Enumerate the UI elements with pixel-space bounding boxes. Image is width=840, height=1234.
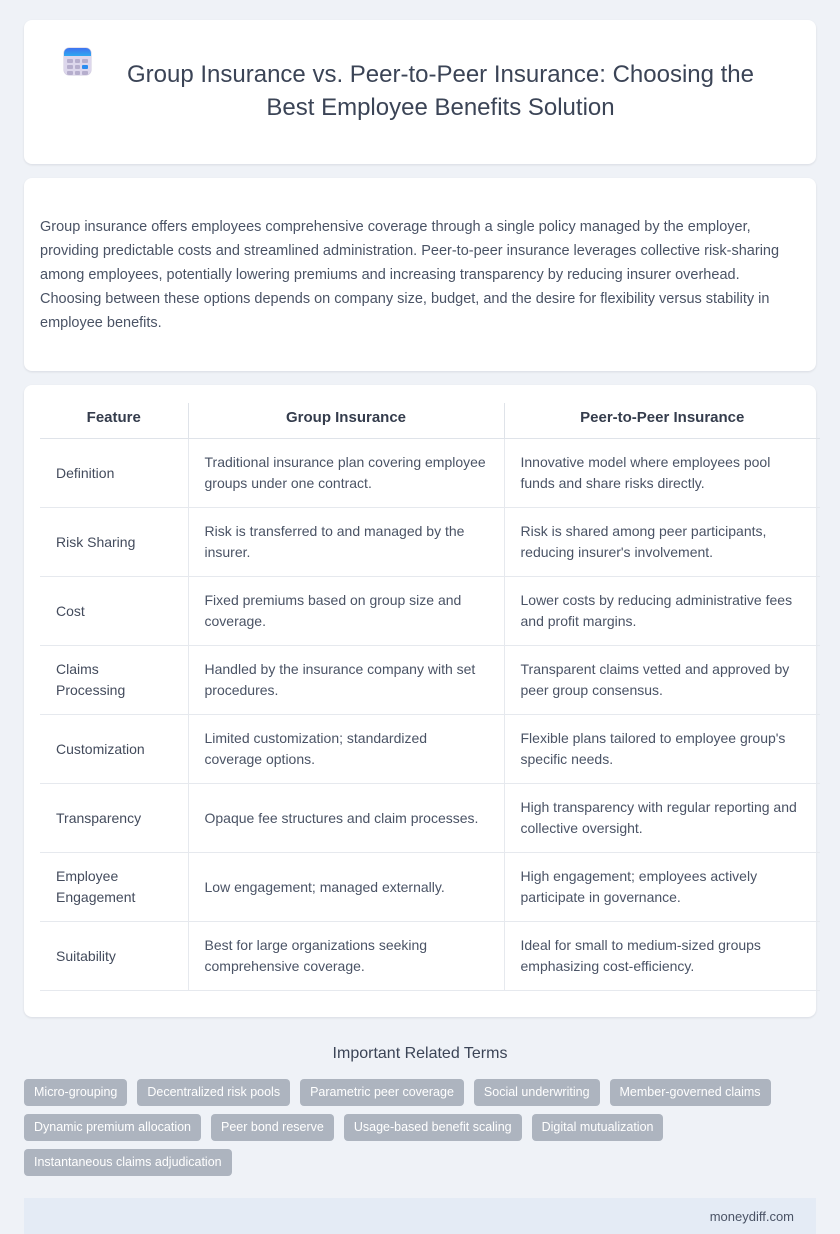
table-cell-group-insurance: Traditional insurance plan covering employee groups under one contract. (188, 439, 504, 508)
table-header-row (40, 403, 820, 439)
table-cell-group-insurance: Low engagement; managed externally. (188, 853, 504, 922)
table-cell-group-insurance: Fixed premiums based on group size and coverage. (188, 577, 504, 646)
comparison-table (40, 403, 820, 991)
related-term-tag[interactable]: Usage-based benefit scaling (344, 1114, 522, 1141)
related-term-tag[interactable]: Micro-grouping (24, 1079, 127, 1106)
table-cell-peer-to-peer-insurance: Transparent claims vetted and approved by peer group consensus. (504, 646, 820, 715)
column-header-feature: Feature (40, 403, 188, 439)
related-terms-tag-list (24, 1079, 816, 1176)
calendar-cell (75, 65, 81, 69)
table-cell-feature: Risk Sharing (40, 508, 188, 577)
table-row (40, 439, 820, 508)
calendar-cell (75, 59, 81, 63)
summary-text: Group insurance offers employees comprehensive coverage through a single policy managed by the employer, providing predictable costs and streamlined administration. Peer-to-peer insurance leverages collective risk-sharing among employees, potentially lowering premiums and increasing transparency by reducing insurer overhead. Choosing between these options depends on company size, budget, and the desire for flexibility versus stability in employee benefits. (40, 218, 780, 331)
related-term-tag[interactable]: Decentralized risk pools (137, 1079, 290, 1106)
calendar-cell (82, 71, 88, 75)
table-cell-peer-to-peer-insurance: Innovative model where employees pool funds and share risks directly. (504, 439, 820, 508)
related-term-tag[interactable]: Parametric peer coverage (300, 1079, 464, 1106)
calendar-cell (67, 59, 73, 63)
column-header-group-insurance: Group Insurance (188, 403, 504, 439)
related-term-tag[interactable]: Social underwriting (474, 1079, 600, 1106)
table-cell-peer-to-peer-insurance: High engagement; employees actively participate in governance. (504, 853, 820, 922)
table-cell-peer-to-peer-insurance: Ideal for small to medium-sized groups emphasizing cost-efficiency. (504, 922, 820, 991)
related-term-tag[interactable]: Peer bond reserve (211, 1114, 334, 1141)
table-row (40, 646, 820, 715)
table-row (40, 853, 820, 922)
related-term-tag[interactable]: Member-governed claims (610, 1079, 771, 1106)
table-cell-group-insurance: Risk is transferred to and managed by the insurer. (188, 508, 504, 577)
comparison-table-card (24, 385, 816, 1017)
calendar-cell-accent (82, 65, 88, 69)
calendar-icon-header (64, 48, 91, 56)
table-row (40, 577, 820, 646)
calendar-cell (67, 71, 73, 75)
calendar-cell (67, 65, 73, 69)
related-term-tag[interactable]: Instantaneous claims adjudication (24, 1149, 232, 1176)
table-cell-feature: Transparency (40, 784, 188, 853)
table-head (40, 403, 820, 439)
calendar-icon-grid (67, 59, 88, 75)
calendar-icon (64, 48, 91, 75)
table-cell-feature: Cost (40, 577, 188, 646)
table-row (40, 784, 820, 853)
table-cell-group-insurance: Best for large organizations seeking comprehensive coverage. (188, 922, 504, 991)
table-cell-peer-to-peer-insurance: Flexible plans tailored to employee group's specific needs. (504, 715, 820, 784)
table-cell-feature: Suitability (40, 922, 188, 991)
related-terms-section (24, 1031, 816, 1176)
summary-card (24, 178, 816, 371)
title-row (64, 42, 776, 140)
title-card (24, 20, 816, 164)
table-cell-peer-to-peer-insurance: High transparency with regular reporting and collective oversight. (504, 784, 820, 853)
related-term-tag[interactable]: Dynamic premium allocation (24, 1114, 201, 1141)
footer-site-name: moneydiff.com (709, 1208, 794, 1224)
calendar-cell (82, 59, 88, 63)
related-terms-title: Important Related Terms (332, 1045, 508, 1063)
table-cell-group-insurance: Limited customization; standardized coverage options. (188, 715, 504, 784)
calendar-cell (75, 71, 81, 75)
column-header-peer-to-peer-insurance: Peer-to-Peer Insurance (504, 403, 820, 439)
footer (24, 1198, 816, 1234)
table-cell-feature: Claims Processing (40, 646, 188, 715)
table-cell-feature: Customization (40, 715, 188, 784)
page-title: Group Insurance vs. Peer-to-Peer Insurance: Choosing the Best Employee Benefits Solution (127, 61, 754, 122)
table-cell-feature: Definition (40, 439, 188, 508)
table-cell-peer-to-peer-insurance: Lower costs by reducing administrative fees and profit margins. (504, 577, 820, 646)
table-row (40, 508, 820, 577)
table-row (40, 715, 820, 784)
table-row (40, 922, 820, 991)
table-cell-feature: Employee Engagement (40, 853, 188, 922)
table-cell-peer-to-peer-insurance: Risk is shared among peer participants, reducing insurer's involvement. (504, 508, 820, 577)
related-term-tag[interactable]: Digital mutualization (532, 1114, 664, 1141)
table-cell-group-insurance: Handled by the insurance company with set procedures. (188, 646, 504, 715)
table-body (40, 439, 820, 991)
table-cell-group-insurance: Opaque fee structures and claim processes. (188, 784, 504, 853)
